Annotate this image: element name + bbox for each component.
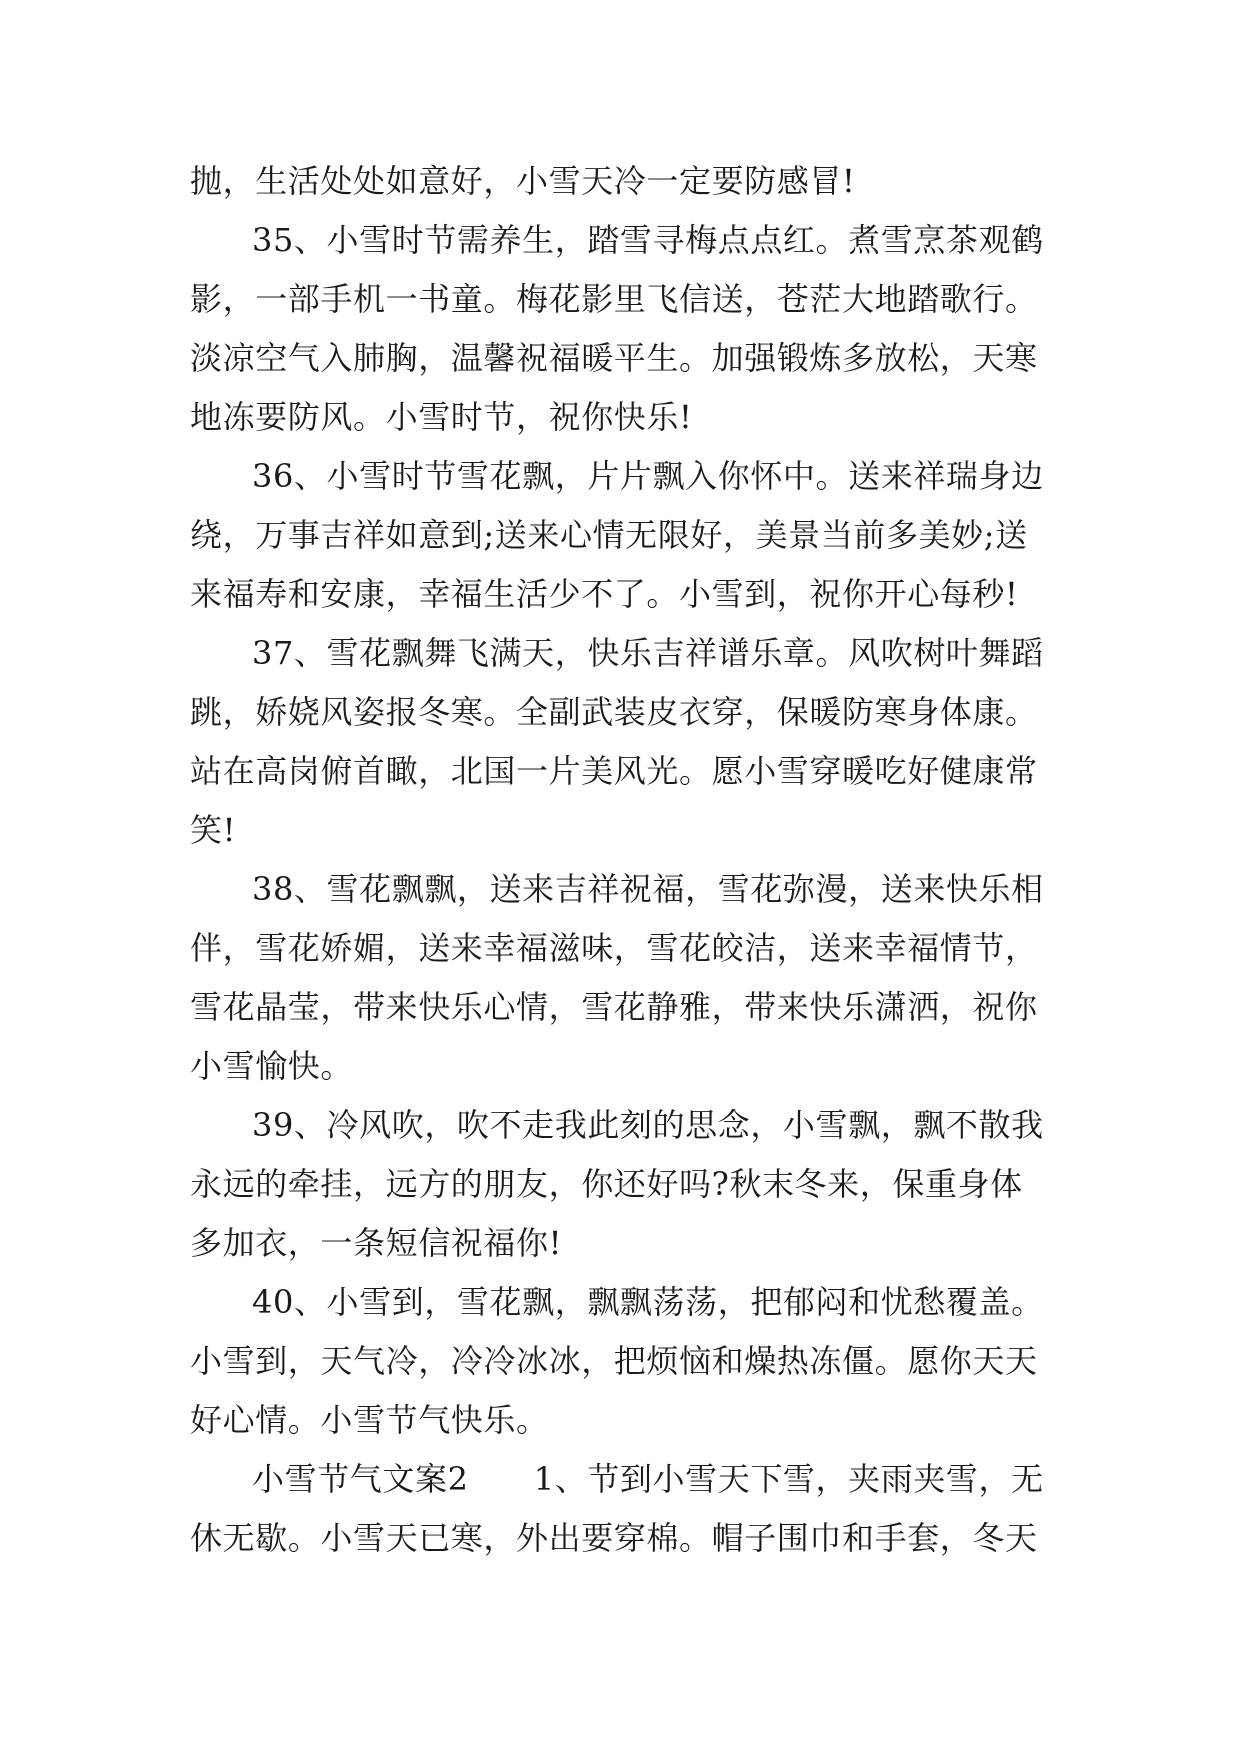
document-body (190, 152, 1050, 1568)
text-line: 跳，娇娆风姿报冬寒。全副武装皮衣穿，保暖防寒身体康。 (190, 693, 1038, 731)
text-line: 好心情。小雪节气快乐。 (190, 1401, 549, 1439)
text-line: 来福寿和安康，幸福生活少不了。小雪到，祝你开心每秒! (190, 575, 1019, 613)
text-line: 39、冷风吹，吹不走我此刻的思念，小雪飘，飘不散我 (252, 1106, 1044, 1144)
text-line: 伴，雪花娇媚，送来幸福滋味，雪花皎洁，送来幸福情节， (190, 929, 1038, 967)
text-line: 影，一部手机一书童。梅花影里飞信送，苍茫大地踏歌行。 (190, 280, 1038, 318)
text-line: 淡凉空气入肺胸，温馨祝福暖平生。加强锻炼多放松，天寒 (190, 339, 1038, 377)
text-line: 37、雪花飘舞飞满天，快乐吉祥谱乐章。风吹树叶舞蹈 (252, 634, 1044, 672)
text-line: 永远的牵挂，远方的朋友，你还好吗?秋末冬来，保重身体 (190, 1165, 1023, 1203)
text-line: 小雪愉快。 (190, 1047, 354, 1085)
text-line: 雪花晶莹，带来快乐心情，雪花静雅，带来快乐潇洒，祝你 (190, 988, 1038, 1026)
text-line: 35、小雪时节需养生，踏雪寻梅点点红。煮雪烹茶观鹤 (252, 221, 1044, 259)
text-line: 小雪到，天气冷，冷冷冰冰，把烦恼和燥热冻僵。愿你天天 (190, 1342, 1038, 1380)
text-line: 抛，生活处处如意好，小雪天冷一定要防感冒! (190, 162, 856, 200)
text-line: 笑! (190, 811, 237, 849)
text-line: 绕，万事吉祥如意到;送来心情无限好，美景当前多美妙;送 (190, 516, 1028, 554)
text-line: 小雪节气文案2 1、节到小雪天下雪，夹雨夹雪，无 (252, 1460, 1044, 1498)
text-line: 多加衣，一条短信祝福你! (190, 1224, 563, 1262)
text-line: 休无歇。小雪天已寒，外出要穿棉。帽子围巾和手套，冬天 (190, 1519, 1038, 1557)
text-line: 36、小雪时节雪花飘，片片飘入你怀中。送来祥瑞身边 (252, 457, 1044, 495)
text-line: 地冻要防风。小雪时节，祝你快乐! (190, 398, 693, 436)
text-line: 38、雪花飘飘，送来吉祥祝福，雪花弥漫，送来快乐相 (252, 870, 1044, 908)
text-line: 站在高岗俯首瞰，北国一片美风光。愿小雪穿暖吃好健康常 (190, 752, 1038, 790)
text-line: 40、小雪到，雪花飘，飘飘荡荡，把郁闷和忧愁覆盖。 (252, 1283, 1044, 1321)
